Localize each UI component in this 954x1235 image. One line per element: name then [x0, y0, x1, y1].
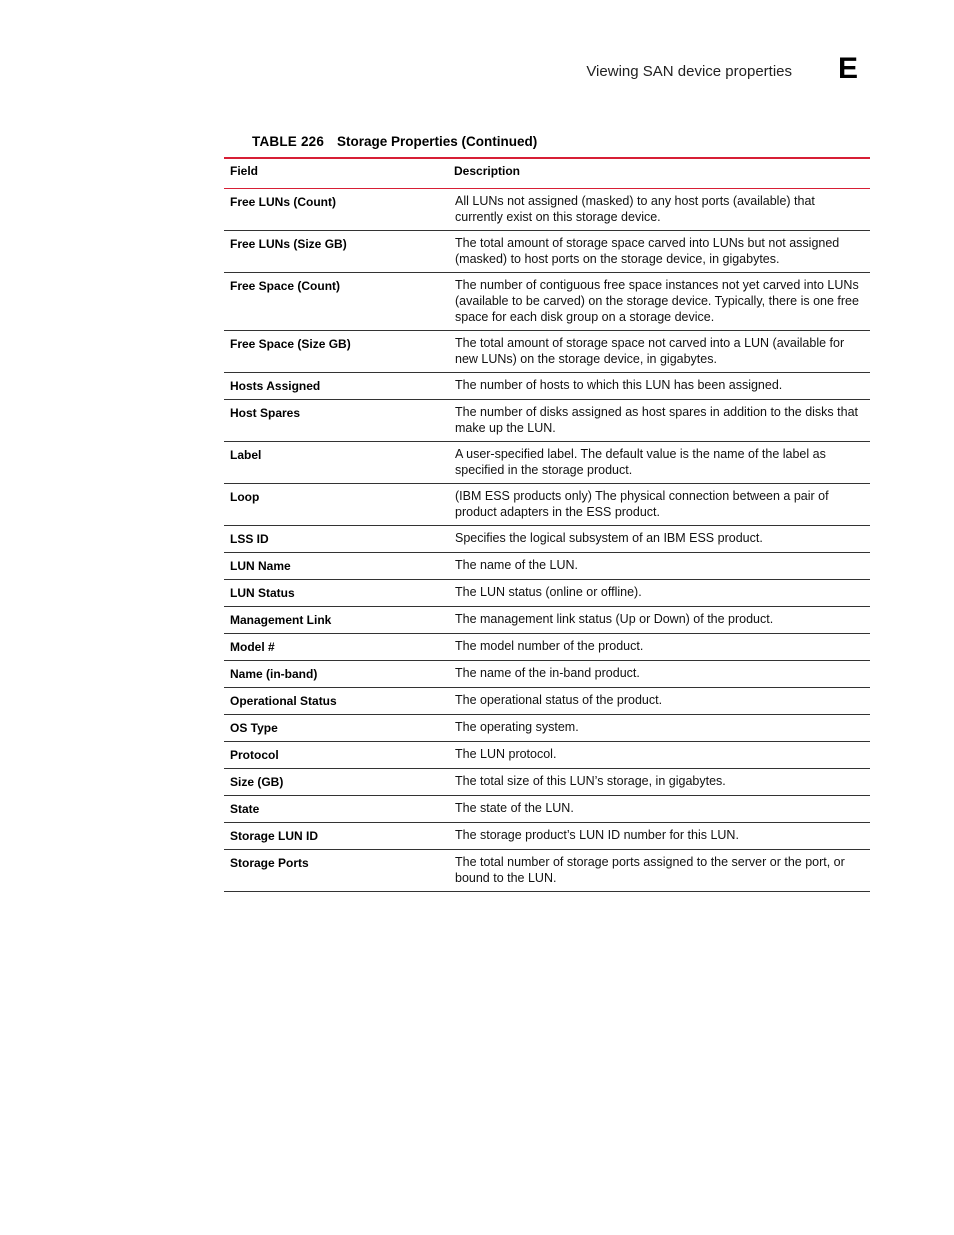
field-name-cell: Model # [230, 640, 275, 654]
table-row [224, 189, 870, 231]
field-name-cell: Free LUNs (Count) [230, 195, 336, 209]
table-row [224, 796, 870, 823]
field-name-cell: Protocol [230, 748, 279, 762]
field-description-cell: (IBM ESS products only) The physical connection between a pair of product adapters in the ESS product. [455, 489, 829, 519]
field-description-cell: The operating system. [455, 720, 579, 734]
field-description-cell: The state of the LUN. [455, 801, 574, 815]
table-number: TABLE 226 [252, 134, 325, 149]
field-description-cell: The LUN status (online or offline). [455, 585, 642, 599]
field-name-cell: LUN Name [230, 559, 291, 573]
table-row [224, 400, 870, 442]
field-description-cell: The number of hosts to which this LUN has been assigned. [455, 378, 783, 392]
field-name-cell: Loop [230, 490, 260, 504]
storage-properties-table-container [224, 157, 870, 892]
field-name-cell: Storage LUN ID [230, 829, 319, 843]
field-name-cell: Management Link [230, 613, 332, 627]
table-row [224, 688, 870, 715]
field-name-cell: Free Space (Size GB) [230, 337, 351, 351]
field-name-cell: Host Spares [230, 406, 301, 420]
table-row [224, 231, 870, 273]
field-description-cell: The total number of storage ports assigned to the server or the port, or bound to the LUN. [455, 855, 845, 885]
field-description-cell: The total amount of storage space not carved into a LUN (available for new LUNs) on the storage device, in gigabytes. [455, 336, 845, 366]
field-name-cell: Size (GB) [230, 775, 284, 789]
field-name-cell: Free Space (Count) [230, 279, 341, 293]
field-name-cell: LSS ID [230, 532, 269, 546]
field-description-cell: All LUNs not assigned (masked) to any host ports (available) that currently exist on this storage device. [455, 194, 815, 224]
table-row [224, 526, 870, 553]
field-name-cell: State [230, 802, 260, 816]
field-name-cell: Storage Ports [230, 856, 309, 870]
field-description-cell: The LUN protocol. [455, 747, 557, 761]
table-row [224, 634, 870, 661]
column-header-description: Description [454, 164, 521, 178]
table-body [224, 189, 870, 892]
field-description-cell: A user-specified label. The default value is the name of the label as specified in the storage product. [455, 447, 826, 477]
field-name-cell: Name (in-band) [230, 667, 318, 681]
field-name-cell: Operational Status [230, 694, 337, 708]
table-row [224, 607, 870, 634]
table-row [224, 823, 870, 850]
table-row [224, 769, 870, 796]
table-row [224, 661, 870, 688]
field-description-cell: Specifies the logical subsystem of an IBM ESS product. [455, 531, 763, 545]
field-name-cell: Free LUNs (Size GB) [230, 237, 347, 251]
field-description-cell: The model number of the product. [455, 639, 644, 653]
table-row [224, 442, 870, 484]
field-description-cell: The operational status of the product. [455, 693, 663, 707]
appendix-letter: E [838, 52, 859, 85]
table-row [224, 850, 870, 892]
table-header-row [224, 158, 870, 189]
column-header-field: Field [230, 164, 259, 178]
table-row [224, 553, 870, 580]
field-description-cell: The total amount of storage space carved into LUNs but not assigned (masked) to host ports on the storage device, in gigabytes. [455, 236, 840, 266]
field-name-cell: Label [230, 448, 262, 462]
storage-properties-table [224, 157, 870, 892]
table-row [224, 373, 870, 400]
table-row [224, 331, 870, 373]
table-row [224, 273, 870, 331]
field-name-cell: LUN Status [230, 586, 295, 600]
field-description-cell: The name of the in-band product. [455, 666, 640, 680]
field-description-cell: The number of contiguous free space instances not yet carved into LUNs (available to be carved) on the storage device. Typically, there is one free space for each disk group on a storage device. [455, 278, 859, 324]
field-description-cell: The number of disks assigned as host spares in addition to the disks that make up the LUN. [455, 405, 859, 435]
field-name-cell: OS Type [230, 721, 278, 735]
table-row [224, 580, 870, 607]
field-description-cell: The name of the LUN. [455, 558, 578, 572]
table-title: Storage Properties (Continued) [337, 134, 538, 149]
table-row [224, 715, 870, 742]
field-description-cell: The total size of this LUN’s storage, in gigabytes. [455, 774, 726, 788]
field-description-cell: The storage product’s LUN ID number for this LUN. [455, 828, 739, 842]
table-row [224, 484, 870, 526]
table-caption [252, 134, 537, 149]
running-header-title: Viewing SAN device properties [586, 63, 792, 80]
field-description-cell: The management link status (Up or Down) of the product. [455, 612, 774, 626]
table-row [224, 742, 870, 769]
field-name-cell: Hosts Assigned [230, 379, 321, 393]
